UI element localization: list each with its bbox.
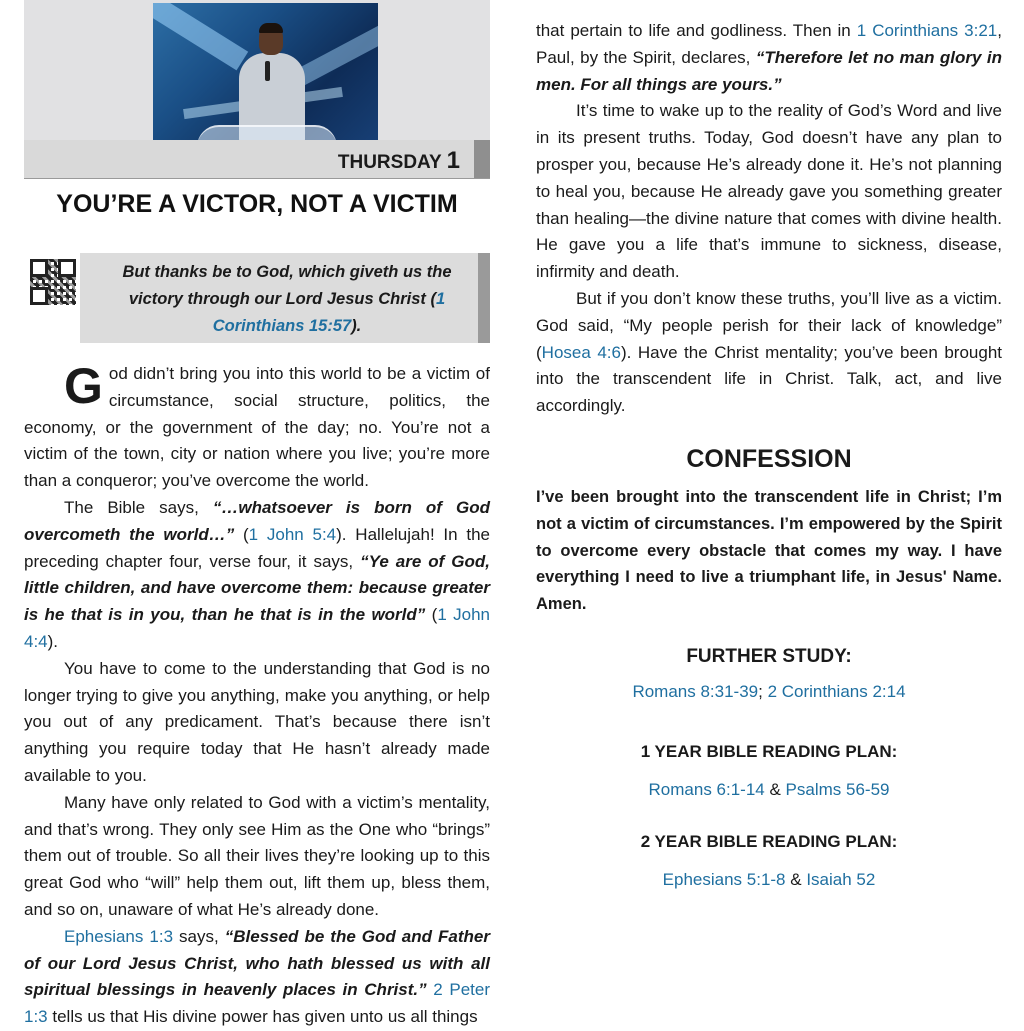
header-image-area — [24, 0, 490, 140]
right-body — [536, 18, 1002, 420]
ref-link-1john-4-4[interactable]: 1 John 4:4 — [24, 605, 490, 651]
ref-link-1john-5-4[interactable]: 1 John 5:4 — [248, 524, 337, 544]
ref-link-ephesians-5[interactable]: Ephesians 5:1-8 — [662, 869, 786, 889]
scripture-text: But thanks be to God, which giveth us the victory through our Lord Jesus Christ ( — [122, 263, 452, 308]
scripture-ref-link[interactable]: 1 Corinthians 15:57 — [212, 290, 446, 335]
paragraph-4: Many have only related to God with a victim’s mentality, and that’s wrong. They only see Him as the One who “brings” them out of trouble. So all their lives they’re looking up to this great God who “will” help them out, lift them up, bless them, and so on, unaware of what He’s already done. — [24, 792, 490, 919]
speaker-photo — [153, 3, 378, 140]
qr-code-icon[interactable] — [30, 259, 76, 305]
day-band — [24, 140, 490, 179]
plan2-refs: Ephesians 5:1-8 & Isaiah 52 — [662, 869, 876, 889]
ref-link-1cor-3-21[interactable]: 1 Corinthians 3:21 — [856, 21, 998, 40]
ref-link-romans-8[interactable]: Romans 8:31-39 — [632, 681, 759, 701]
further-study-heading: FURTHER STUDY: — [686, 645, 852, 667]
ref-link-romans-6[interactable]: Romans 6:1-14 — [648, 779, 765, 799]
paragraph-7: It’s time to wake up to the reality of God’s Word and live in its present truths. Today, God doesn’t have any plan to prosper you, because He’s already done it. He’s not planning to heal you, because He already gave you something greater than healing—the divine nature that comes with divine health. He gave you a life that’s immune to sickness, disease, infirmity and death. — [536, 101, 1002, 282]
ref-link-2peter-1-3[interactable]: 2 Peter 1:3 — [24, 980, 490, 1027]
page-title: YOU’RE A VICTOR, NOT A VICTIM — [56, 190, 458, 218]
day-label: THURSDAY 1 — [337, 147, 460, 174]
plan1-heading: 1 YEAR BIBLE READING PLAN: — [640, 741, 898, 761]
ref-link-ephesians-1-3[interactable]: Ephesians 1:3 — [64, 926, 174, 946]
ref-link-hosea-4-6[interactable]: Hosea 4:6 — [541, 342, 621, 362]
confession-heading: CONFESSION — [686, 444, 852, 473]
further-study-refs: Romans 8:31-39; 2 Corinthians 2:14 — [632, 681, 906, 701]
paragraph-1: God didn’t bring you into this world to be a victim of circumstance, social structure, politics, the economy, or the government of the day; no. You’re not a victim of the town, city or nation where you live; you’re more than a conqueror; you’ve overcome the world. — [24, 358, 490, 491]
plan1-refs: Romans 6:1-14 & Psalms 56-59 — [648, 779, 890, 799]
ref-link-2cor-2-14[interactable]: 2 Corinthians 2:14 — [767, 681, 906, 701]
day-band-accent — [474, 140, 490, 178]
confession-text: I’ve been brought into the transcendent life in Christ; I’m not a victim of circumstances. I’m empowered by the Spirit to overcome every obstacle that comes my way. I have everything I need to live a triumphant life, in Jesus' Name. Amen. — [536, 487, 1002, 614]
plan2-heading: 2 YEAR BIBLE READING PLAN: — [640, 831, 898, 851]
paragraph-3: You have to come to the understanding that God is no longer trying to give you anything, make you anything, or help you out of any predicament. That’s because there isn’t anything you require today that He hasn’t already made available to you. — [24, 658, 490, 785]
left-body — [24, 358, 491, 1031]
scripture-block — [24, 253, 490, 345]
day-number: 1 — [446, 147, 460, 174]
paragraph-8: But if you don’t know these truths, you’ll live as a victim. God said, “My people perish for their lack of knowledge” (Hosea 4:6). Have the Christ mentality; you’ve been brought into the transcendent life in Christ. Talk, act, and live accordingly. — [536, 288, 1002, 416]
left-column — [24, 0, 490, 1031]
paragraph-5: Ephesians 1:3 says, “Blessed be the God and Father of our Lord Jesus Christ, who hath blessed us with all spiritual blessings in heavenly places in Christ.” 2 Peter 1:3 tells us that His divine power has given unto us all things — [24, 926, 490, 1027]
drop-cap: G — [64, 358, 103, 414]
scripture-box: But thanks be to God, which giveth us the victory through our Lord Jesus Christ (1 Corinthians 15:57). — [80, 253, 490, 343]
ref-link-isaiah-52[interactable]: Isaiah 52 — [806, 869, 876, 889]
ref-link-psalms-56[interactable]: Psalms 56-59 — [785, 779, 890, 799]
paragraph-2: The Bible says, “…whatsoever is born of God overcometh the world…” (1 John 5:4). Hallelujah! In the preceding chapter four, verse four, it says, “Ye are of God, little children, and have overcome them: because greater is he that is in you, than he that is in the world” (1 John 4:4). — [24, 497, 491, 651]
right-column — [536, 0, 1002, 890]
paragraph-6: that pertain to life and godliness. Then in 1 Corinthians 3:21, Paul, by the Spirit, declares, “Therefore let no man glory in men. For all things are yours.” — [536, 21, 1002, 94]
